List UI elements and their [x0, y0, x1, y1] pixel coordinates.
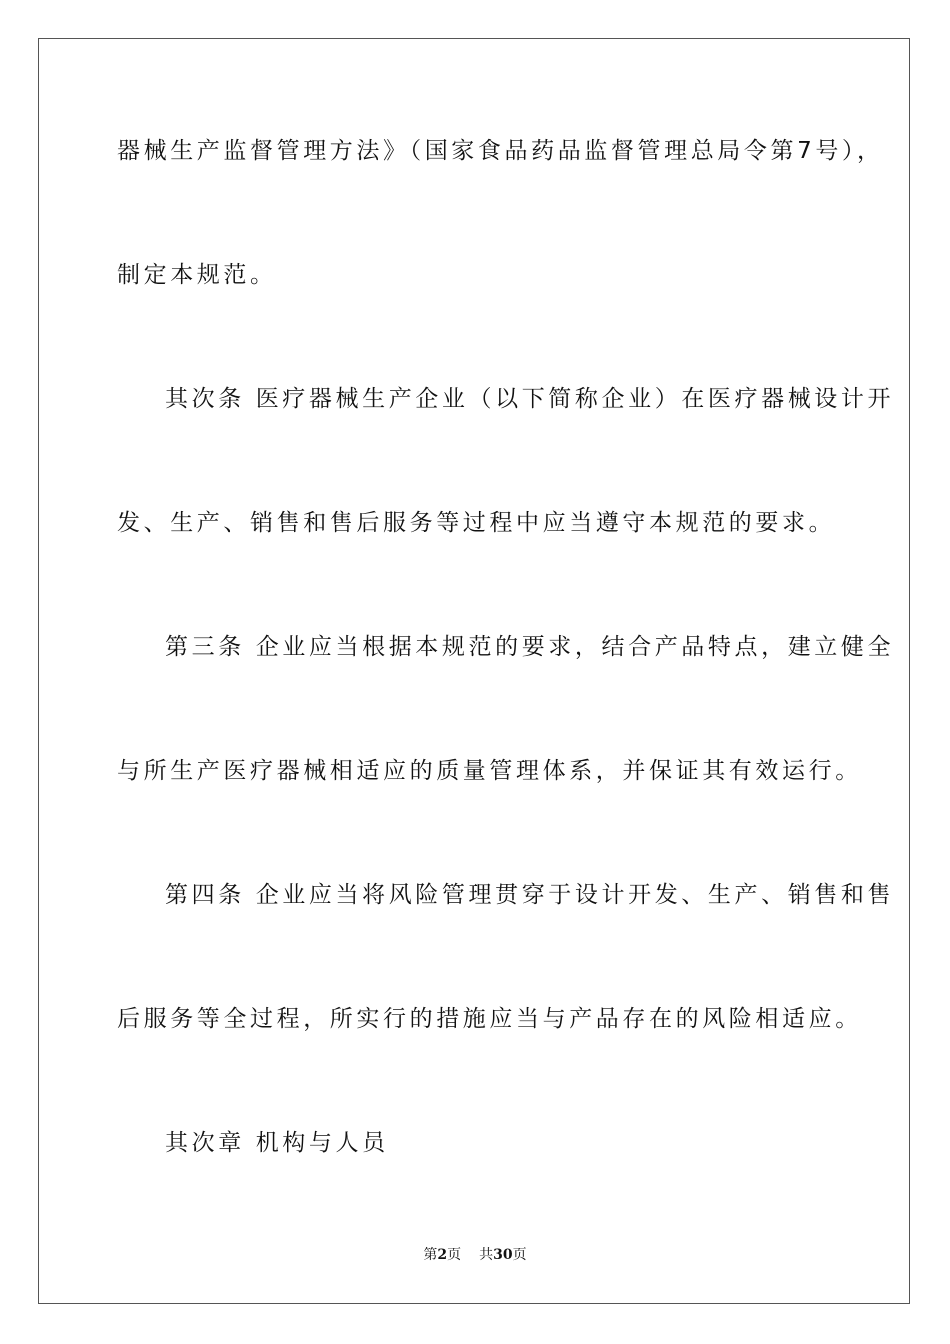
page-suffix: 页 — [447, 1247, 462, 1263]
page-border — [38, 38, 910, 1304]
chapter-heading: 其次章 机构与人员 — [165, 1130, 389, 1156]
article-4-line-1: 第四条 企业应当将风险管理贯穿于设计开发、生产、销售和售 — [165, 882, 895, 908]
page-footer — [0, 1244, 950, 1264]
article-3-line-2: 与所生产医疗器械相适应的质量管理体系，并保证其有效运行。 — [117, 758, 862, 784]
paragraph-line-1: 器械生产监督管理方法》（国家食品药品监督管理总局令第7号）， — [117, 138, 884, 164]
total-pages: 30 — [493, 1247, 513, 1263]
article-2-line-1: 其次条 医疗器械生产企业（以下简称企业）在医疗器械设计开 — [165, 386, 895, 412]
page-prefix: 第 — [423, 1247, 438, 1263]
article-2-line-2: 发、生产、销售和售后服务等过程中应当遵守本规范的要求。 — [117, 510, 836, 536]
article-4-line-2: 后服务等全过程，所实行的措施应当与产品存在的风险相适应。 — [117, 1006, 862, 1032]
article-3-line-1: 第三条 企业应当根据本规范的要求，结合产品特点，建立健全 — [165, 634, 895, 660]
page-number: 2 — [437, 1247, 448, 1263]
total-prefix: 共 — [479, 1247, 494, 1263]
paragraph-line-2: 制定本规范。 — [117, 262, 277, 288]
total-suffix: 页 — [512, 1247, 527, 1263]
